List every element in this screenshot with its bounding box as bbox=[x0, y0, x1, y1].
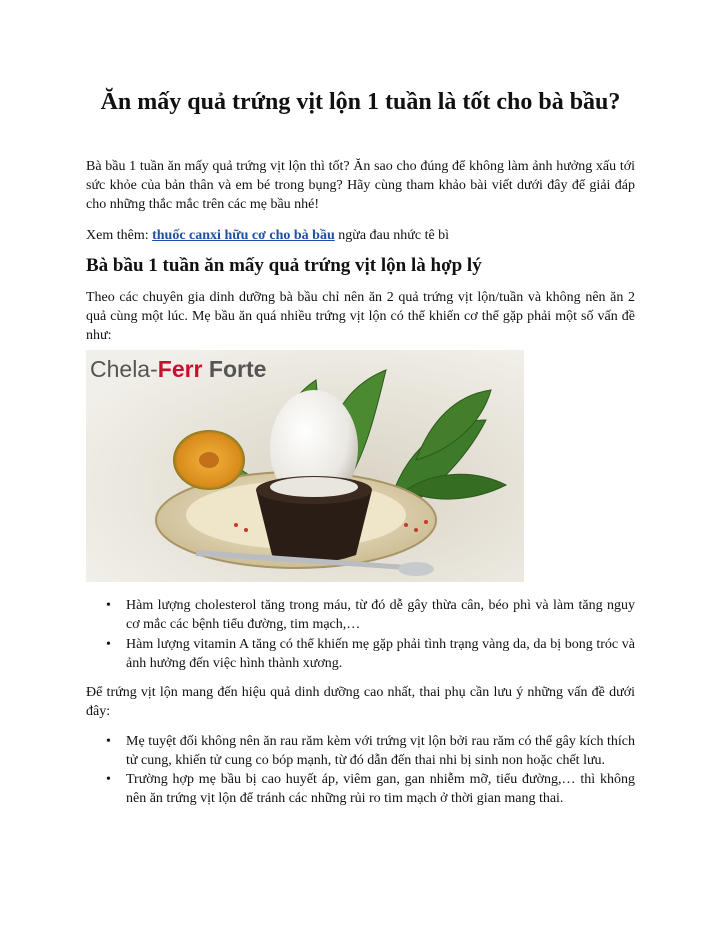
chelaferr-logo: Chela-Ferr Forte bbox=[90, 356, 267, 382]
bullet-icon: • bbox=[106, 598, 111, 613]
bullet-icon: • bbox=[106, 772, 111, 787]
page-title: Ăn mấy quả trứng vịt lộn 1 tuần là tốt cho bà bầu? bbox=[100, 89, 621, 115]
section-paragraph: Theo các chuyên gia dinh dưỡng bà bầu chỉ nên ăn 2 quả trứng vịt lộn/tuần và không nên ăn 2 quả cùng một lúc. Mẹ bầu ăn quá nhiều trứng vịt lộn có thể khiến cơ thể gặp phải một số vấn đề như: bbox=[86, 290, 635, 343]
balut-egg-photo bbox=[86, 350, 524, 582]
list-item: • Hàm lượng vitamin A tăng có thể khiến mẹ gặp phải tình trạng vàng da, da bị bong tróc và ảnh hưởng đến việc hình thành xương. bbox=[106, 637, 635, 671]
list-item: • Hàm lượng cholesterol tăng trong máu, từ đó dễ gây thừa cân, béo phì và làm tăng nguy cơ mắc các bệnh tiểu đường, tim mạch,… bbox=[106, 598, 635, 632]
risk-list bbox=[86, 596, 635, 673]
list-item: • Mẹ tuyệt đối không nên ăn rau răm kèm với trứng vịt lộn bởi rau răm có thể gây kích thích tử cung, khiến tử cung co bóp mạnh, từ đó dẫn đến thai nhi bị sinh non hoặc chết lưu. bbox=[106, 734, 635, 768]
see-more-suffix: ngừa đau nhức tê bì bbox=[334, 228, 450, 243]
advice-list bbox=[86, 732, 635, 808]
calcium-product-link[interactable]: thuốc canxi hữu cơ cho bà bầu bbox=[152, 228, 335, 243]
intro-paragraph: Bà bầu 1 tuần ăn mấy quả trứng vịt lộn thì tốt? Ăn sao cho đúng để không làm ảnh hưởng xấu tới sức khỏe của bản thân và em bé trong bụng? Hãy cùng tham khảo bài viết dưới đây để giải đáp cho những thắc mắc trên các mẹ bầu nhé! bbox=[86, 159, 635, 212]
see-more-prefix: Xem thêm: bbox=[86, 228, 153, 243]
section-heading: Bà bầu 1 tuần ăn mấy quả trứng vịt lộn là hợp lý bbox=[86, 255, 482, 276]
bullet-icon: • bbox=[106, 637, 111, 652]
egg-dish-illustration bbox=[86, 350, 524, 582]
advice-paragraph: Để trứng vịt lộn mang đến hiệu quả dinh dưỡng cao nhất, thai phụ cần lưu ý những vấn đề dưới đây: bbox=[86, 685, 635, 719]
see-more-line bbox=[86, 226, 635, 245]
bullet-icon: • bbox=[106, 734, 111, 749]
list-item: • Trường hợp mẹ bầu bị cao huyết áp, viêm gan, gan nhiễm mỡ, tiểu đường,… thì không nên ăn trứng vịt lộn để tránh các những rủi ro tim mạch ở thời gian mang thai. bbox=[106, 772, 635, 806]
